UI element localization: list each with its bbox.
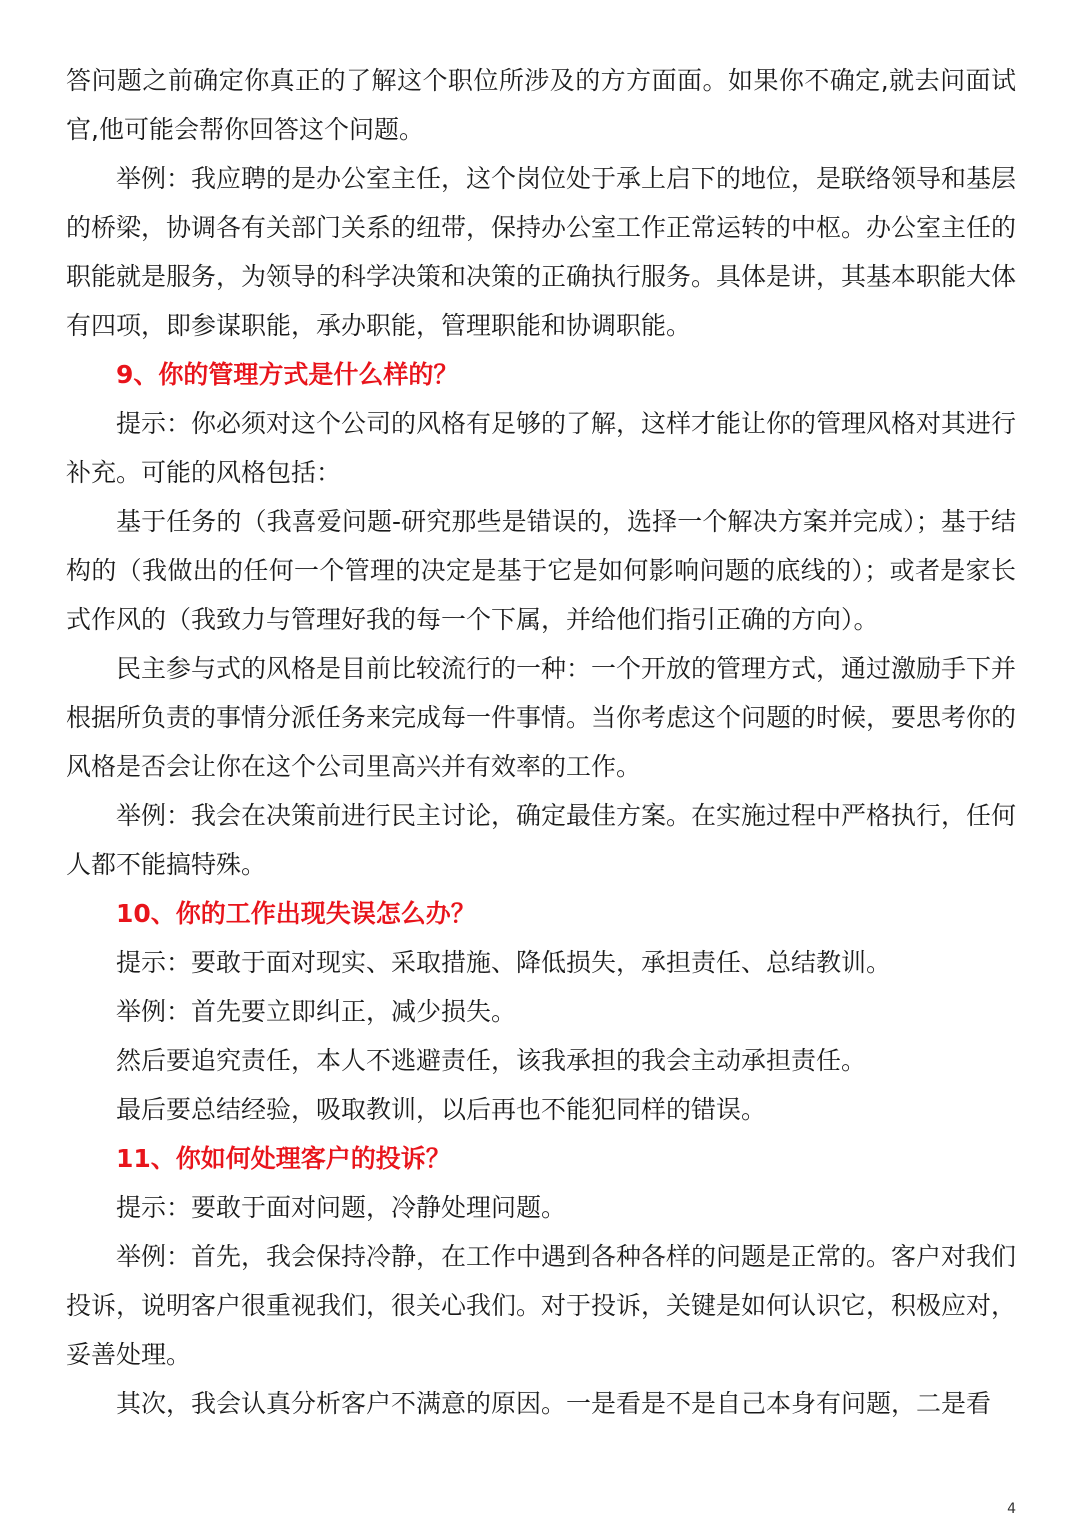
paragraph-q9-example: 举例：我会在决策前进行民主讨论，确定最佳方案。在实施过程中严格执行，任何人都不能搞特殊。: [66, 801, 1017, 879]
paragraph-example-office-director: 举例：我应聘的是办公室主任，这个岗位处于承上启下的地位，是联络领导和基层的桥梁，协调各有关部门关系的纽带，保持办公室工作正常运转的中枢。办公室主任的职能就是服务，为领导的科学决策和决策的正确执行服务。具体是讲，其基本职能大体有四项，即参谋职能，承办职能，管理职能和协调职能。: [66, 164, 1017, 340]
paragraph-q10-hint: 提示：要敢于面对现实、采取措施、降低损失，承担责任、总结教训。: [116, 948, 892, 977]
paragraph-q9-hint: 提示：你必须对这个公司的风格有足够的了解，这样才能让你的管理风格对其进行补充。可能的风格包括：: [66, 409, 1017, 487]
paragraph-q11-hint: 提示：要敢于面对问题，冷静处理问题。: [116, 1193, 567, 1222]
paragraph-q10-example-2: 然后要追究责任，本人不逃避责任，该我承担的我会主动承担责任。: [116, 1046, 867, 1075]
question-10-heading: 10、你的工作出现失误怎么办？: [116, 899, 476, 928]
question-11-heading: 11、你如何处理客户的投诉？: [116, 1144, 451, 1173]
paragraph-q11-example: 举例：首先，我会保持冷静，在工作中遇到各种各样的问题是正常的。客户对我们投诉，说明客户很重视我们，很关心我们。对于投诉，关键是如何认识它，积极应对，妥善处理。: [66, 1242, 1017, 1369]
paragraph-q9-democratic: 民主参与式的风格是目前比较流行的一种：一个开放的管理方式，通过激励手下并根据所负责的事情分派任务来完成每一件事情。当你考虑这个问题的时候，要思考你的风格是否会让你在这个公司里高兴并有效率的工作。: [66, 654, 1017, 781]
paragraph-q10-example-3: 最后要总结经验，吸取教训，以后再也不能犯同样的错误。: [116, 1095, 767, 1124]
question-9-heading: 9、你的管理方式是什么样的？: [116, 360, 459, 389]
page-number: 4: [1007, 1501, 1016, 1517]
document-body: [66, 56, 1016, 1428]
paragraph-q9-styles: 基于任务的（我喜爱问题-研究那些是错误的，选择一个解决方案并完成）；基于结构的（我做出的任何一个管理的决定是基于它是如何影响问题的底线的）；或者是家长式作风的（我致力与管理好我的每一个下属，并给他们指引正确的方向）。: [66, 507, 1016, 634]
paragraph-continuation: 答问题之前确定你真正的了解这个职位所涉及的方方面面。如果你不确定,就去问面试官,他可能会帮你回答这个问题。: [66, 66, 1016, 144]
paragraph-q11-second: 其次，我会认真分析客户不满意的原因。一是看是不是自己本身有问题，二是看: [116, 1389, 992, 1418]
paragraph-q10-example-1: 举例：首先要立即纠正，减少损失。: [116, 997, 517, 1026]
